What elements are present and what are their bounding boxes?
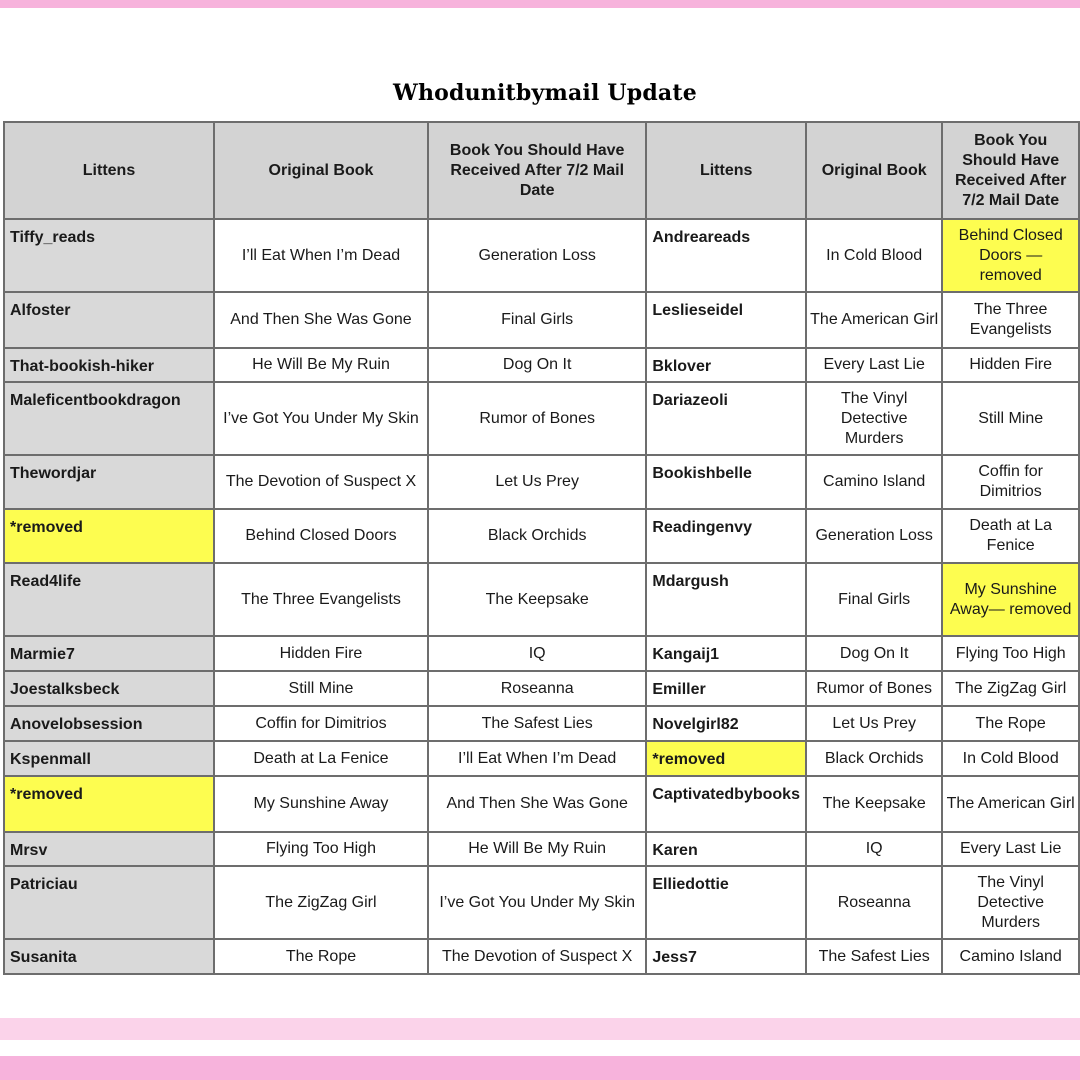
cell-littens: Joestalksbeck xyxy=(4,671,214,706)
cell-book-received-2: Hidden Fire xyxy=(942,348,1079,382)
cell-littens-2: Novelgirl82 xyxy=(646,706,806,741)
cell-book-received-2: My Sunshine Away— removed xyxy=(942,563,1079,636)
cell-book-received-2: Flying Too High xyxy=(942,636,1079,671)
cell-book-received-2: Behind Closed Doors — removed xyxy=(942,219,1079,292)
cell-original-book: I’ve Got You Under My Skin xyxy=(214,382,428,455)
cell-book-received: He Will Be My Ruin xyxy=(428,832,646,866)
cell-littens-2: Elliedottie xyxy=(646,866,806,939)
header-book-received: Book You Should Have Received After 7/2 Mail Date xyxy=(428,122,646,219)
cell-original-book: The Rope xyxy=(214,939,428,974)
cell-original-book: Still Mine xyxy=(214,671,428,706)
cell-original-book-2: The American Girl xyxy=(806,292,942,348)
cell-littens-2: Bklover xyxy=(646,348,806,382)
header-original-book: Original Book xyxy=(214,122,428,219)
cell-littens: Thewordjar xyxy=(4,455,214,509)
cell-book-received-2: Every Last Lie xyxy=(942,832,1079,866)
cell-littens: Susanita xyxy=(4,939,214,974)
cell-book-received: Black Orchids xyxy=(428,509,646,563)
cell-original-book: Death at La Fenice xyxy=(214,741,428,776)
page-title: Whodunitbymail Update xyxy=(393,80,697,106)
cell-book-received-2: Coffin for Dimitrios xyxy=(942,455,1079,509)
cell-littens-2: Kangaij1 xyxy=(646,636,806,671)
header-littens-2: Littens xyxy=(646,122,806,219)
cell-littens-2: Emiller xyxy=(646,671,806,706)
cell-littens: Kspenmall xyxy=(4,741,214,776)
cell-original-book: Coffin for Dimitrios xyxy=(214,706,428,741)
cell-original-book: The Devotion of Suspect X xyxy=(214,455,428,509)
table-row xyxy=(4,348,1079,382)
cell-littens: *removed xyxy=(4,776,214,832)
cell-book-received-2: Camino Island xyxy=(942,939,1079,974)
table-row xyxy=(4,866,1079,939)
cell-original-book: Flying Too High xyxy=(214,832,428,866)
cell-book-received-2: The ZigZag Girl xyxy=(942,671,1079,706)
cell-original-book-2: Every Last Lie xyxy=(806,348,942,382)
cell-original-book-2: IQ xyxy=(806,832,942,866)
table-row xyxy=(4,776,1079,832)
table-row xyxy=(4,563,1079,636)
cell-littens: Read4life xyxy=(4,563,214,636)
cell-littens: Mrsv xyxy=(4,832,214,866)
cell-original-book-2: Final Girls xyxy=(806,563,942,636)
top-pink-band xyxy=(0,0,1080,8)
table-row xyxy=(4,382,1079,455)
cell-book-received-2: The American Girl xyxy=(942,776,1079,832)
swap-table xyxy=(3,121,1080,975)
cell-original-book-2: Roseanna xyxy=(806,866,942,939)
table-row xyxy=(4,509,1079,563)
cell-book-received-2: The Three Evangelists xyxy=(942,292,1079,348)
cell-original-book-2: The Safest Lies xyxy=(806,939,942,974)
cell-littens: Anovelobsession xyxy=(4,706,214,741)
header-original-book-2: Original Book xyxy=(806,122,942,219)
cell-original-book-2: The Keepsake xyxy=(806,776,942,832)
cell-littens-2: Captivatedbybooks xyxy=(646,776,806,832)
cell-original-book-2: Let Us Prey xyxy=(806,706,942,741)
cell-original-book: He Will Be My Ruin xyxy=(214,348,428,382)
bottom-pink-band xyxy=(0,1056,1080,1080)
cell-original-book: I’ll Eat When I’m Dead xyxy=(214,219,428,292)
cell-book-received-2: The Rope xyxy=(942,706,1079,741)
cell-littens-2: Karen xyxy=(646,832,806,866)
cell-littens-2: Dariazeoli xyxy=(646,382,806,455)
cell-littens-2: Andreareads xyxy=(646,219,806,292)
table-row xyxy=(4,671,1079,706)
cell-littens: *removed xyxy=(4,509,214,563)
table-row xyxy=(4,741,1079,776)
cell-original-book: Behind Closed Doors xyxy=(214,509,428,563)
cell-book-received: Let Us Prey xyxy=(428,455,646,509)
cell-book-received: The Devotion of Suspect X xyxy=(428,939,646,974)
cell-book-received-2: Still Mine xyxy=(942,382,1079,455)
cell-original-book: And Then She Was Gone xyxy=(214,292,428,348)
table-row xyxy=(4,706,1079,741)
cell-book-received: I’ll Eat When I’m Dead xyxy=(428,741,646,776)
cell-littens: Alfoster xyxy=(4,292,214,348)
cell-original-book-2: Black Orchids xyxy=(806,741,942,776)
bottom-pink-band-light xyxy=(0,1018,1080,1040)
table-row xyxy=(4,939,1079,974)
header-book-received-2: Book You Should Have Received After 7/2 Mail Date xyxy=(942,122,1079,219)
table-row xyxy=(4,832,1079,866)
cell-book-received: And Then She Was Gone xyxy=(428,776,646,832)
cell-original-book-2: Camino Island xyxy=(806,455,942,509)
cell-book-received: Roseanna xyxy=(428,671,646,706)
cell-book-received: Generation Loss xyxy=(428,219,646,292)
cell-original-book-2: In Cold Blood xyxy=(806,219,942,292)
table-row xyxy=(4,636,1079,671)
cell-book-received: Final Girls xyxy=(428,292,646,348)
cell-book-received: The Keepsake xyxy=(428,563,646,636)
cell-littens: That-bookish-hiker xyxy=(4,348,214,382)
cell-book-received: The Safest Lies xyxy=(428,706,646,741)
cell-original-book-2: Rumor of Bones xyxy=(806,671,942,706)
cell-littens-2: Jess7 xyxy=(646,939,806,974)
table-row xyxy=(4,455,1079,509)
cell-book-received-2: The Vinyl Detective Murders xyxy=(942,866,1079,939)
cell-original-book: My Sunshine Away xyxy=(214,776,428,832)
cell-original-book-2: The Vinyl Detective Murders xyxy=(806,382,942,455)
cell-littens-2: Readingenvy xyxy=(646,509,806,563)
cell-littens-2: *removed xyxy=(646,741,806,776)
cell-book-received: IQ xyxy=(428,636,646,671)
header-row xyxy=(4,122,1079,219)
table-row xyxy=(4,219,1079,292)
cell-littens: Patriciau xyxy=(4,866,214,939)
cell-original-book: The ZigZag Girl xyxy=(214,866,428,939)
cell-littens: Maleficentbookdragon xyxy=(4,382,214,455)
header-littens: Littens xyxy=(4,122,214,219)
cell-littens-2: Bookishbelle xyxy=(646,455,806,509)
cell-book-received: Dog On It xyxy=(428,348,646,382)
cell-original-book-2: Dog On It xyxy=(806,636,942,671)
cell-book-received: Rumor of Bones xyxy=(428,382,646,455)
cell-original-book: Hidden Fire xyxy=(214,636,428,671)
cell-book-received-2: Death at La Fenice xyxy=(942,509,1079,563)
table-row xyxy=(4,292,1079,348)
cell-littens: Marmie7 xyxy=(4,636,214,671)
cell-book-received-2: In Cold Blood xyxy=(942,741,1079,776)
cell-book-received: I’ve Got You Under My Skin xyxy=(428,866,646,939)
cell-littens-2: Leslieseidel xyxy=(646,292,806,348)
cell-littens-2: Mdargush xyxy=(646,563,806,636)
cell-original-book-2: Generation Loss xyxy=(806,509,942,563)
cell-original-book: The Three Evangelists xyxy=(214,563,428,636)
cell-littens: Tiffy_reads xyxy=(4,219,214,292)
